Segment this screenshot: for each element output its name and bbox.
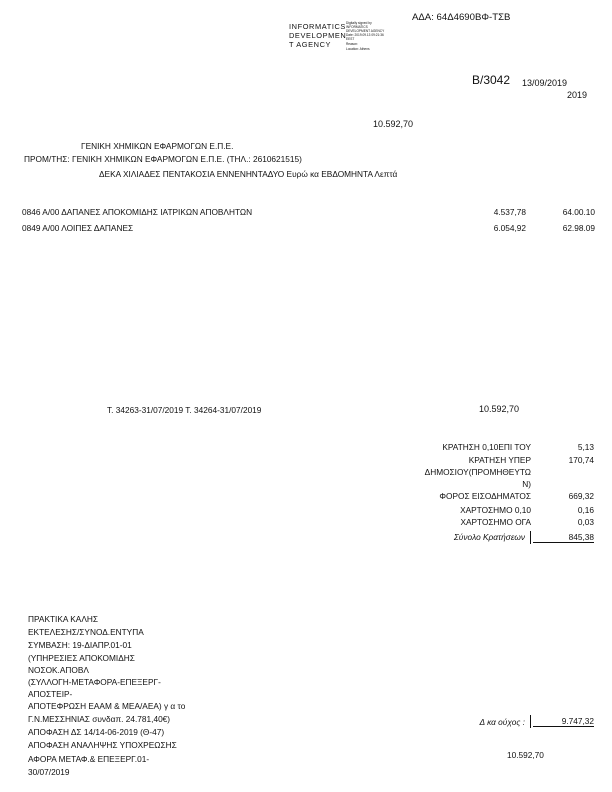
expense-amount: 4.537,78 <box>493 207 526 217</box>
logo-line: DEVELOPMEN <box>289 31 347 40</box>
deduction-label: ΦΟΡΟΣ ΕΙΣΟΔΗΜΑΤΟΣ <box>439 491 531 501</box>
deduction-value: 170,74 <box>568 455 594 465</box>
note-line: ΣΥΜΒΑΣΗ: 19-ΔΙΑΠΡ.01-01 <box>28 640 132 650</box>
note-line: Γ.Ν.ΜΕΣΣΗΝΙΑΣ συνδαπ. 24.781,40€) <box>28 714 171 724</box>
note-line: (ΥΠΗΡΕΣΙΕΣ ΑΠΟΚΟΜΙΔΗΣ <box>28 653 135 663</box>
signature-detail: Reason: <box>346 42 358 46</box>
footer-total: 10.592,70 <box>507 750 544 760</box>
deductions-total-value: 845,38 <box>533 532 594 543</box>
ada-number: ΑΔΑ: 64Δ4690ΒΦ-ΤΣΒ <box>412 12 511 23</box>
beneficiary-name: ΓΕΝΙΚΗ ΧΗΜΙΚΩΝ ΕΦΑΡΜΟΓΩΝ Ε.Π.Ε. <box>81 141 234 151</box>
note-line: ΑΠΟΦΑΣΗ ΑΝΑΛΗΨΗΣ ΥΠΟΧΡΕΩΣΗΣ <box>28 740 177 750</box>
signature-detail: DEVELOPMENT AGENCY <box>346 29 385 33</box>
deduction-label: Ν) <box>522 479 531 489</box>
note-line: ΑΠΟΣΤΕΙΡ- <box>28 689 73 699</box>
invoice-references: Τ. 34263-31/07/2019 Τ. 34264-31/07/2019 <box>107 405 262 415</box>
deductions-total-bracket <box>530 531 531 544</box>
note-line: ΠΡΑΚΤΙΚΑ ΚΑΛΗΣ <box>28 614 98 624</box>
expense-code: 62.98.09 <box>562 223 595 233</box>
note-line: (ΣΥΛΛΟΓΗ-ΜΕΤΑΦΟΡΑ-ΕΠΕΞΕΡΓ- <box>28 677 161 687</box>
deductions-total-label: Σύνολο Κρατήσεων <box>453 532 525 542</box>
payable-bracket <box>530 715 531 728</box>
note-line: ΑΦΟΡΑ ΜΕΤΑΦ.& ΕΠΕΞΕΡΓ.01- <box>28 754 150 764</box>
expense-code: 64.00.10 <box>562 207 595 217</box>
signature-detail: Location: Athens <box>346 47 370 51</box>
deduction-label: ΔΗΜΟΣΙΟΥ(ΠΡΟΜΗΘΕΥΤΩ <box>424 467 531 477</box>
deduction-label: ΧΑΡΤΟΣΗΜΟ 0,10 <box>460 505 531 515</box>
note-line: ΝΟΣΟΚ.ΑΠΟΒΛ <box>28 665 89 675</box>
note-line: ΕΚΤΕΛΕΣΗΣ/ΣΥΝΟΔ.ΕΝΤΥΠΑ <box>28 627 144 637</box>
deduction-value: 669,32 <box>568 491 594 501</box>
deduction-value: 0,03 <box>577 517 594 527</box>
signature-detail: EEST <box>346 37 355 41</box>
deduction-label: ΚΡΑΤΗΣΗ 0,10ΕΠΙ ΤΟΥ <box>442 442 531 452</box>
note-line: ΑΠΟΦΑΣΗ ΔΣ 14/14-06-2019 (Θ-47) <box>28 727 165 737</box>
signature-detail: INFORMATICS <box>346 25 368 29</box>
note-line: ΑΠΟΤΕΦΡΩΣΗ ΕΑΑΜ & ΜΕΑ/ΑΕΑ) γ α το <box>28 701 186 711</box>
total-amount: 10.592,70 <box>373 119 414 129</box>
logo-line: INFORMATICS <box>289 22 346 31</box>
logo-line: T AGENCY <box>289 40 332 49</box>
signature-detail: Date: 2019.09.13 09:21:36 <box>346 33 384 37</box>
deduction-value: 0,16 <box>577 505 594 515</box>
invoice-amount: 10.592,70 <box>479 404 520 414</box>
payable-label: Δ κα ούχος : <box>479 717 525 727</box>
document-date: 13/09/2019 <box>522 78 568 88</box>
expense-description: 0846 Α/00 ΔΑΠΑΝΕΣ ΑΠΟΚΟΜΙΔΗΣ ΙΑΤΡΙΚΩΝ ΑΠΟΒΛΗΤΩΝ <box>22 207 253 217</box>
expense-description: 0849 Α/00 ΛΟΙΠΕΣ ΔΑΠΑΝΕΣ <box>22 223 134 233</box>
deduction-label: ΧΑΡΤΟΣΗΜΟ ΟΓΑ <box>460 517 531 527</box>
deduction-label: ΚΡΑΤΗΣΗ ΥΠΕΡ <box>468 455 531 465</box>
amount-in-words: ΔΕΚΑ ΧΙΛΙΑΔΕΣ ΠΕΝΤΑΚΟΣΙΑ ΕΝΝΕΝΗΝΤΑΔΥΟ Ευρώ κα ΕΒΔΟΜΗΝΤΑ Λεπτά <box>99 169 398 179</box>
signature-detail: Digitally signed by <box>346 21 372 25</box>
document-year: 2019 <box>567 90 588 100</box>
expense-amount: 6.054,92 <box>493 223 526 233</box>
deduction-value: 5,13 <box>577 442 594 452</box>
payable-value: 9.747,32 <box>533 716 594 727</box>
note-line: 30/07/2019 <box>28 767 70 777</box>
supplier-line: ΠΡΟΜ/ΤΗΣ: ΓΕΝΙΚΗ ΧΗΜΙΚΩΝ ΕΦΑΡΜΟΓΩΝ Ε.Π.Ε. (ΤΗΛ.: 2610621515) <box>24 154 302 164</box>
document-number: Β/3042 <box>472 73 511 87</box>
